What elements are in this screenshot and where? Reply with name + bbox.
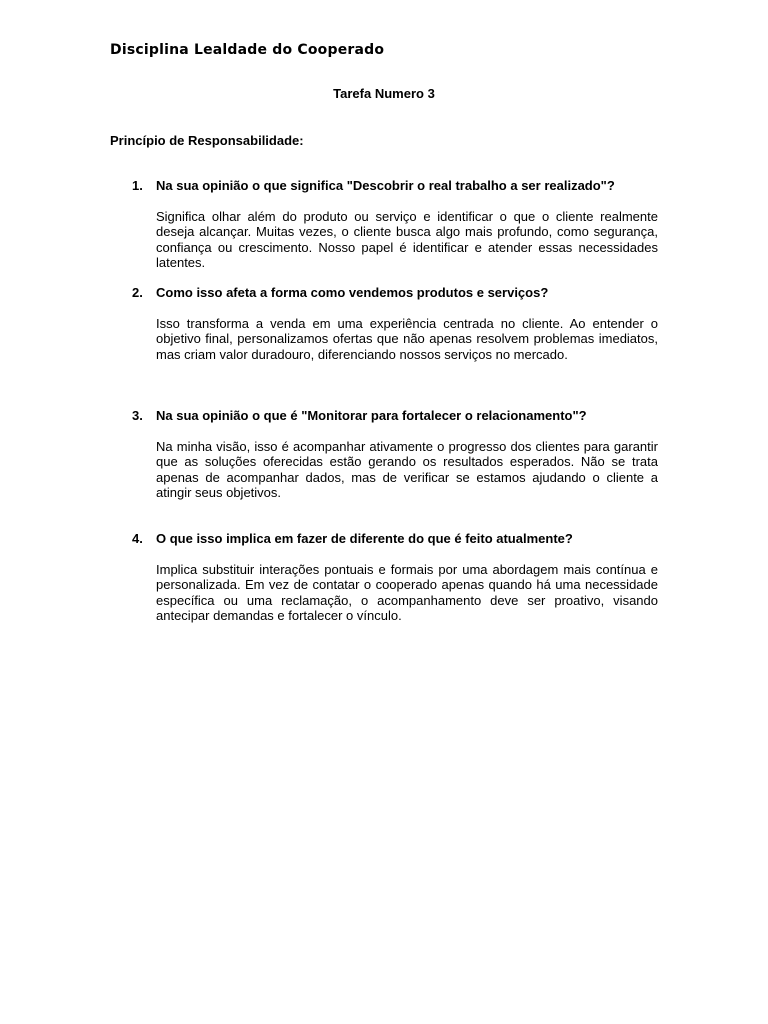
question-number: 2. [132,285,143,300]
answer-text: Significa olhar além do produto ou serviço e identificar o que o cliente realmente deseja alcançar. Muitas vezes, o cliente busca algo mais profundo, como segurança, confiança ou crescimento. Nosso papel é identificar e atender essas necessidades latentes. [156,209,658,271]
question-text: Na sua opinião o que é "Monitorar para fortalecer o relacionamento"? [156,408,587,423]
question-text: Na sua opinião o que significa "Descobrir o real trabalho a ser realizado"? [156,178,615,193]
answer-text: Isso transforma a venda em uma experiência centrada no cliente. Ao entender o objetivo final, personalizamos ofertas que não apenas resolvem problemas imediatos, mas criam valor duradouro, diferenciando nossos serviços no mercado. [156,316,658,362]
question-number: 4. [132,531,143,546]
question-number: 3. [132,408,143,423]
section-heading: Princípio de Responsabilidade: [110,133,304,148]
question-text: O que isso implica em fazer de diferente do que é feito atualmente? [156,531,573,546]
course-title: Disciplina Lealdade do Cooperado [110,42,385,58]
answer-text: Implica substituir interações pontuais e formais por uma abordagem mais contínua e personalizada. Em vez de contatar o cooperado apenas quando há uma necessidade específica ou uma reclamação, o acompanhamento deve ser proativo, visando antecipar demandas e fortalecer o vínculo. [156,562,658,624]
answer-text: Na minha visão, isso é acompanhar ativamente o progresso dos clientes para garantir que as soluções oferecidas estão gerando os resultados esperados. Não se trata apenas de acompanhar dados, mas de verificar se estamos ajudando o cliente a atingir seus objetivos. [156,439,658,501]
question-number: 1. [132,178,143,193]
question-text: Como isso afeta a forma como vendemos produtos e serviços? [156,285,549,300]
task-title: Tarefa Numero 3 [333,86,435,101]
